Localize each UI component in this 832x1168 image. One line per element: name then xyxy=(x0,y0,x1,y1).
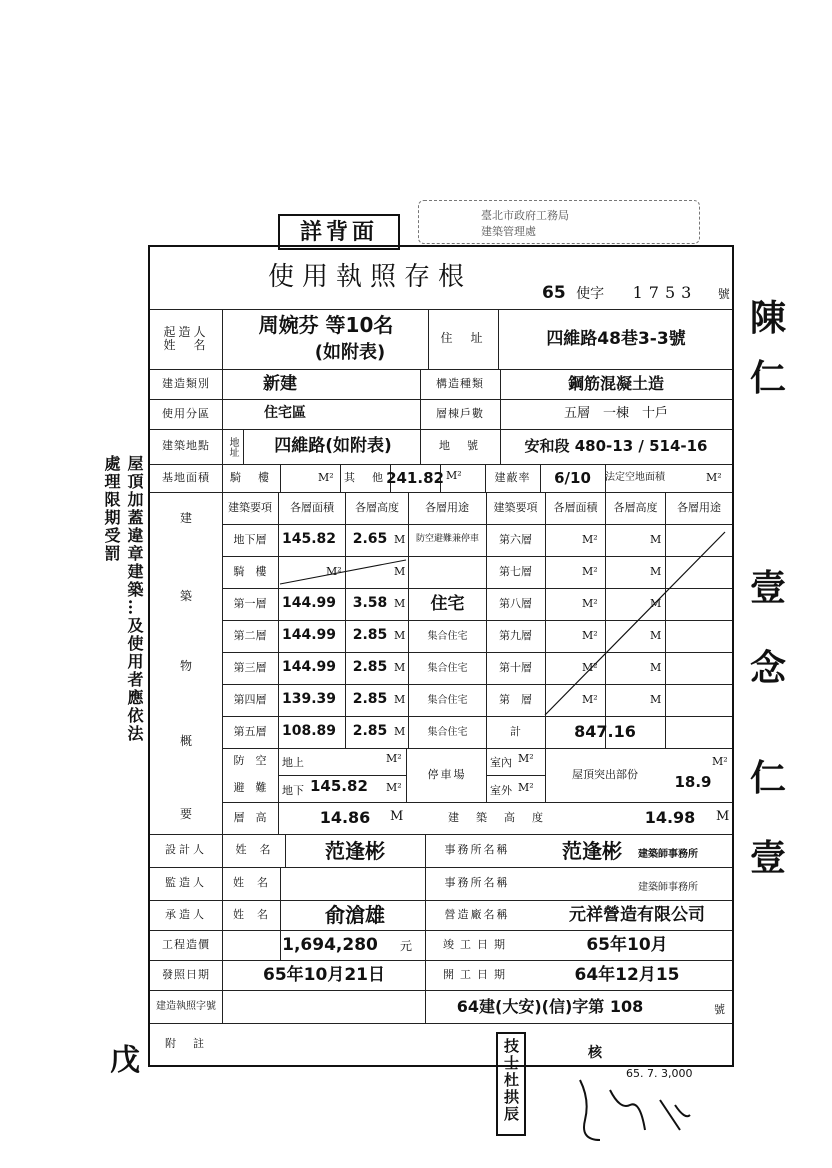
address-label: 住 址 xyxy=(440,331,486,346)
contractor-label: 承造人 xyxy=(165,907,207,921)
floor-use: 集合住宅 xyxy=(427,694,468,706)
floor-area: 144.99 xyxy=(281,659,337,676)
right-m-unit: M xyxy=(650,597,662,610)
building-height-value: 14.98 xyxy=(644,808,696,828)
designer-office-suffix: 建築師事務所 xyxy=(638,849,698,860)
designer-name: 范逢彬 xyxy=(325,838,385,863)
right-m-unit: M xyxy=(650,565,662,578)
other-unit: M² xyxy=(446,469,462,482)
start-value: 64年12月15 xyxy=(574,964,680,985)
applicant-value-2: (如附表) xyxy=(314,342,386,364)
right-floor-6: 第六層 xyxy=(499,532,532,546)
right-m2-unit: M² xyxy=(582,693,598,706)
right-m-unit: M xyxy=(650,533,662,546)
floor-height-unit: M xyxy=(394,725,406,738)
floor-name: 地下層 xyxy=(233,532,267,546)
margin-note: 屋頂加蓋違章建築…及使用者應依法處理限期受罰 xyxy=(102,455,144,743)
outdoor-unit: M² xyxy=(518,781,534,794)
permit-word: 使字 xyxy=(576,286,605,302)
signature xyxy=(560,1060,700,1150)
story-height-unit: M xyxy=(390,809,404,824)
permit-suffix: 號 xyxy=(717,287,730,301)
technician-stamp-text: 技士杜拱辰 xyxy=(502,1038,520,1123)
floor-name: 第四層 xyxy=(233,692,267,706)
contractor-name: 俞滄雄 xyxy=(325,903,385,927)
floor-name: 第一層 xyxy=(233,596,267,610)
floor-area-unit: M² xyxy=(326,565,342,578)
right-floor-7: 第七層 xyxy=(499,564,532,578)
address-value: 四維路48巷3-3號 xyxy=(546,328,686,349)
right-m-unit: M xyxy=(650,629,662,642)
floor-name: 第二層 xyxy=(233,628,267,642)
cost-unit: 元 xyxy=(400,939,413,953)
building-height-label: 建 築 高 度 xyxy=(448,810,546,824)
right-char-4: 念 xyxy=(750,647,787,689)
designer-office-label: 事務所名稱 xyxy=(444,843,510,857)
floor-name: 第五層 xyxy=(233,724,267,738)
form-title: 使用執照存根 xyxy=(267,261,472,292)
detail-back-label: 詳背面 xyxy=(299,218,378,245)
col-area-left: 各層面積 xyxy=(290,500,334,514)
contractor-name-label: 姓 名 xyxy=(233,907,269,921)
parking-label: 停車場 xyxy=(427,767,467,781)
issue-value: 65年10月21日 xyxy=(263,964,385,985)
story-height-value: 14.86 xyxy=(319,808,371,828)
completion-value: 65年10月 xyxy=(586,934,668,955)
designer-office: 范逢彬 xyxy=(562,838,622,863)
rooftop-value: 18.9 xyxy=(674,772,712,791)
license-stub-form xyxy=(148,245,734,1067)
permit-label: 建造執照字號 xyxy=(156,1001,216,1012)
floor-use: 防空避難兼停車 xyxy=(415,534,479,545)
margin-mark-bottom: 戊 xyxy=(110,1043,140,1078)
floor-height-unit: M xyxy=(394,533,406,546)
side-char-2: 築 xyxy=(179,589,192,604)
story-height-label: 層 高 xyxy=(233,810,267,824)
floor-area: 139.39 xyxy=(281,691,337,708)
floor-height-unit: M xyxy=(394,661,406,674)
structure-value: 鋼筋混凝土造 xyxy=(567,374,664,394)
permit-value-suffix: 號 xyxy=(714,1003,725,1016)
right-floor-8: 第八層 xyxy=(499,596,532,610)
below-ground-unit: M² xyxy=(386,781,402,794)
total-value: 847.16 xyxy=(574,722,636,742)
right-m-unit: M xyxy=(650,661,662,674)
technician-stamp xyxy=(496,1032,526,1136)
building-height-unit: M xyxy=(716,809,730,824)
site-sub-label: 地址 xyxy=(227,436,238,457)
rooftop-unit: M² xyxy=(712,755,728,768)
col-height-left: 各層高度 xyxy=(355,500,399,514)
site-label: 建築地點 xyxy=(162,439,210,453)
floor-area: 144.99 xyxy=(281,627,337,644)
side-char-4: 概 xyxy=(179,734,192,749)
indoor-unit: M² xyxy=(518,752,534,765)
coverage-value: 6/10 xyxy=(554,468,591,487)
legal-open-label: 法定空地面積 xyxy=(605,472,665,483)
floors-label: 層棟戶數 xyxy=(436,406,484,420)
permit-no: 1753 xyxy=(632,283,698,302)
evac-label: 避 難 xyxy=(233,781,267,795)
outdoor-label: 室外 xyxy=(490,784,512,797)
right-m2-unit: M² xyxy=(582,629,598,642)
supervisor-name-label: 姓 名 xyxy=(233,876,269,890)
right-m2-unit: M² xyxy=(582,565,598,578)
issue-label: 發照日期 xyxy=(162,967,210,981)
department-stamp xyxy=(418,200,700,244)
floor-height: 2.85 xyxy=(352,627,388,644)
right-m-unit: M xyxy=(650,693,662,706)
start-label: 開工日期 xyxy=(443,967,511,981)
arcade-unit: M² xyxy=(318,471,334,484)
print-code: 65. 7. 3,000 xyxy=(626,1067,693,1080)
below-ground-label: 地下 xyxy=(282,784,304,797)
signature-label: 核 xyxy=(588,1045,602,1061)
col-use-left: 各層用途 xyxy=(425,500,469,514)
above-ground-unit: M² xyxy=(386,752,402,765)
applicant-value: 周婉芬 等10名 xyxy=(258,313,394,337)
floor-use: 集合住宅 xyxy=(427,662,468,674)
floor-height: 2.85 xyxy=(352,691,388,708)
floor-name: 第三層 xyxy=(233,660,267,674)
contractor-company: 元祥營造有限公司 xyxy=(569,904,705,925)
designer-label: 設計人 xyxy=(165,843,207,857)
supervisor-label: 監造人 xyxy=(165,876,207,890)
coverage-label: 建蔽率 xyxy=(494,470,531,484)
other-value: 241.82 xyxy=(386,468,444,487)
floors-value: 五層 一棟 十戶 xyxy=(563,405,668,421)
right-char-3: 壹 xyxy=(750,567,787,609)
floor-area: 108.89 xyxy=(281,723,337,740)
supervisor-office-label: 事務所名稱 xyxy=(444,876,510,890)
above-ground-label: 地上 xyxy=(282,756,304,769)
floor-height-unit: M xyxy=(394,597,406,610)
floor-use: 集合住宅 xyxy=(427,630,468,642)
site-area-label: 基地面積 xyxy=(162,470,210,484)
arcade-label: 騎 樓 xyxy=(230,470,272,484)
building-type-label: 建造類別 xyxy=(162,376,210,390)
col-item-left: 建築要項 xyxy=(228,500,272,514)
right-floor-10: 第十層 xyxy=(499,660,532,674)
floor-height: 2.85 xyxy=(352,659,388,676)
side-char-5: 要 xyxy=(179,807,192,822)
floor-use: 集合住宅 xyxy=(427,726,468,738)
col-height-right: 各層高度 xyxy=(613,500,658,514)
right-char-5: 仁 xyxy=(750,757,787,799)
floor-height: 3.58 xyxy=(352,595,388,612)
right-m2-unit: M² xyxy=(582,533,598,546)
right-m2-unit: M² xyxy=(582,597,598,610)
col-use-right: 各層用途 xyxy=(677,500,721,514)
stamp-line-2: 建築管理處 xyxy=(481,225,536,238)
permit-prefix: 65 xyxy=(542,283,566,303)
lot-value: 安和段 480-13 / 514-16 xyxy=(524,437,708,456)
legal-open-unit: M² xyxy=(706,471,722,484)
right-floor-blank: 第 層 xyxy=(499,692,532,706)
floor-area: 145.82 xyxy=(281,531,337,548)
side-char-1: 建 xyxy=(179,511,192,526)
right-char-2: 仁 xyxy=(750,357,787,399)
floor-height-unit: M xyxy=(394,693,406,706)
supervisor-office xyxy=(542,867,642,900)
total-label: 計 xyxy=(510,724,521,738)
supervisor-name xyxy=(290,867,420,900)
rooftop-label: 屋頂突出部份 xyxy=(572,767,638,781)
floor-name: 騎 樓 xyxy=(233,564,267,578)
supervisor-office-suffix: 建築師事務所 xyxy=(638,882,698,893)
side-char-3: 物 xyxy=(179,659,192,674)
completion-label: 竣工日期 xyxy=(443,937,511,951)
right-char-6: 壹 xyxy=(750,837,787,879)
zone-value: 住宅區 xyxy=(264,405,306,422)
right-char-1: 陳 xyxy=(750,297,787,339)
lot-label: 地 號 xyxy=(439,439,481,453)
col-area-right: 各層面積 xyxy=(553,500,598,514)
applicant-label: 起造人 姓 名 xyxy=(163,324,209,352)
contractor-company-label: 營造廠名稱 xyxy=(444,907,510,921)
floor-height-unit: M xyxy=(394,565,406,578)
other-label: 其 他 xyxy=(344,470,386,484)
indoor-label: 室內 xyxy=(490,756,512,769)
air-raid-label: 防 空 xyxy=(233,754,267,768)
floor-height: 2.65 xyxy=(352,531,388,548)
site-value: 四維路(如附表) xyxy=(274,436,392,457)
floor-area: 144.99 xyxy=(281,595,337,612)
floor-use: 住宅 xyxy=(430,593,465,614)
structure-label: 構造種類 xyxy=(436,376,484,390)
permit-value: 64建(大安)(信)字第 108 xyxy=(456,996,644,1016)
zone-label: 使用分區 xyxy=(162,406,210,420)
right-floor-9: 第九層 xyxy=(499,628,532,642)
floor-height: 2.85 xyxy=(352,723,388,740)
cost-value: 1,694,280 xyxy=(282,934,378,955)
designer-name-label: 姓 名 xyxy=(235,843,272,857)
floor-height-unit: M xyxy=(394,629,406,642)
note-label: 附 註 xyxy=(165,1036,207,1050)
right-m2-unit: M² xyxy=(582,661,598,674)
building-type-value: 新建 xyxy=(263,373,297,394)
cost-label: 工程造價 xyxy=(162,937,210,951)
below-ground-value: 145.82 xyxy=(310,777,368,795)
stamp-line-1: 臺北市政府工務局 xyxy=(481,209,569,222)
col-item-right: 建築要項 xyxy=(493,500,538,514)
